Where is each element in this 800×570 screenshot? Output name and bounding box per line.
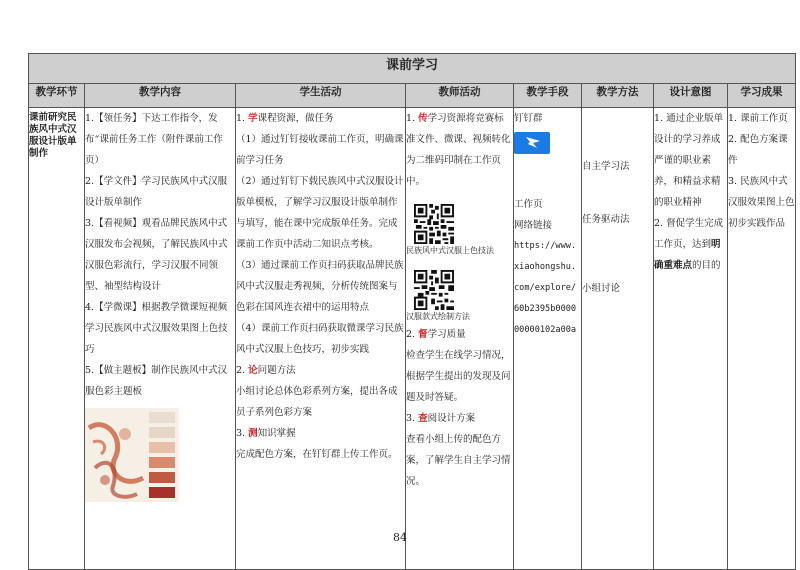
header-method: 教学方法 [582,84,654,108]
intent-item-2: 2. 督促学生完成工作页，达到明确重难点的目的 [654,218,724,271]
intent-cell [654,108,728,570]
teacher-cell [406,108,514,570]
header-outcome: 学习成果 [728,84,796,108]
teacher-item-1: 1. 传学习资源将竞赛标准文件、微课、视频转化为二维码印制在工作页中。 [406,113,511,187]
means-spacer [514,154,581,194]
lesson-plan-table [28,53,796,570]
method-item-1: 自主学习法 [582,161,630,172]
student-sub-1: （1）通过钉钉接收课前工作页，明确课前学习任务 [236,134,404,166]
content-item-2: 2.【学文件】学习民族风中式汉服设计版单制作 [85,176,228,208]
method-item-3: 小组讨论 [582,283,621,294]
teacher-item-2-text: 检查学生在线学习情况，根据学生提出的发现及问题及时答疑。 [406,350,511,403]
outcome-item-3: 3. 民族风中式汉服效果图上色初步实践作品 [728,176,795,229]
student-sub-4: （4）课前工作页扫码获取微课学习民族风中式汉服上色技巧，初步实践 [236,323,404,355]
outcome-item-1: 1. 课前工作页 [728,113,788,124]
student-sub-3: （3）通过课前工作页扫码获取品牌民族风中式汉服走秀视频，分析传统图案与色彩在国风连衣裙中的运用特点 [236,260,404,313]
student-sub-2: （2）通过钉钉下载民族风中式汉服设计版单模板，了解学习汉服设计版单制作与填写，能在课中完成版单任务。完成课前工作页中活动二知识点考核。 [236,176,404,250]
dingtalk-logo-icon [514,132,550,154]
content-cell [85,108,236,570]
method-item-2: 任务驱动法 [582,214,630,225]
header-teacher: 教师活动 [406,84,514,108]
content-item-1: 1.【领任务】下达工作指令，发布“课前任务工作（附件课前工作页） [85,113,223,166]
means-url-link[interactable]: https://www.xiaohongshu.com/explore/60b2395b000000000102a00a [514,241,577,335]
means-worksheet: 工作页 [514,199,543,210]
stage-cell: 课前研究民族风中式汉服设计版单制作 [29,108,85,570]
qr-caption-2: 汉服款式绘制方法 [406,312,470,321]
table-title: 课前学习 [29,54,796,84]
content-item-5: 5.【做主题板】制作民族风中式汉服色彩主题板 [85,365,228,397]
method-cell [582,108,654,570]
student-cell [236,108,406,570]
intent-item-1: 1. 通过企业版单设计的学习养成严谨的职业素养，和精益求精的职业精神 [654,113,724,208]
header-content: 教学内容 [85,84,236,108]
student-item-3-text: 完成配色方案，在钉钉群上传工作页。 [236,449,398,460]
means-dingding: 钉钉群 [514,113,543,124]
content-item-3: 3.【看视频】观看品牌民族风中式汉服发布会视频，了解民族风中式汉服色彩流行，学习汉服不同领型、袖型结构设计 [85,218,228,292]
teacher-item-2: 2. 督学习质量 [406,329,466,340]
student-item-2-text: 小组讨论总体色彩系列方案，提出各成员子系列色彩方案 [236,386,398,418]
student-item-1: 1. 学课程资源，做任务 [236,113,334,124]
qr-caption-1: 民族风中式汉服上色技法 [406,246,494,255]
color-theme-board-image [85,408,179,502]
means-cell [514,108,582,570]
content-item-4: 4.【学微课】根据教学微课短视频学习民族风中式汉服效果图上色技巧 [85,302,228,355]
outcome-cell [728,108,796,570]
header-stage: 教学环节 [29,84,85,108]
means-network: 网络链接 [514,220,553,231]
student-item-2: 2. 论问题方法 [236,365,296,376]
header-student: 学生活动 [236,84,406,108]
teacher-item-3: 3. 查阅设计方案 [406,413,476,424]
header-means: 教学手段 [514,84,582,108]
page-number: 84 [393,531,407,544]
header-intent: 设计意图 [654,84,728,108]
student-item-3: 3. 测知识掌握 [236,428,296,439]
qr-code-icon [414,270,454,310]
outcome-item-2: 2. 配色方案课件 [728,134,788,166]
teacher-item-3-text: 查看小组上传的配色方案，了解学生自主学习情况。 [406,434,511,487]
qr-code-icon [414,204,454,244]
